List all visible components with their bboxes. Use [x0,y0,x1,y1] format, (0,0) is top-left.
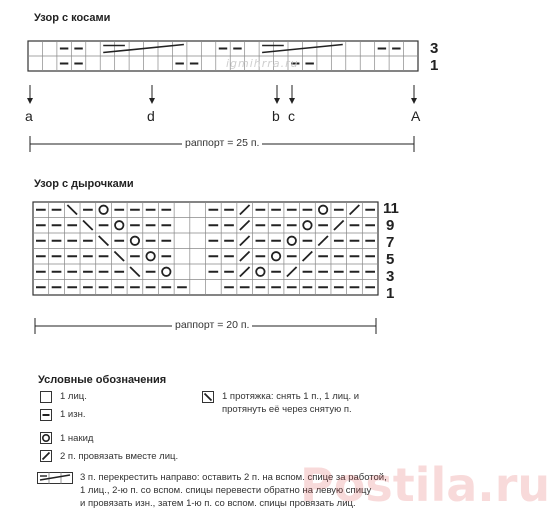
slash-square-icon [40,450,52,462]
backslash-square-icon [202,391,214,403]
legend-label: 2 п. провязать вместе лиц. [60,451,179,462]
legend-label: 1 лиц. [60,391,87,402]
legend-title: Условные обозначения [38,374,167,386]
legend-label: 1 протяжка: снять 1 п., 1 лиц. и [222,391,360,402]
row-number: 3 [386,268,395,285]
row-number: 3 [430,40,439,57]
empty-square-icon [40,391,52,403]
pattern1-title: Узор с косами [34,12,111,24]
row-number: 7 [386,234,395,251]
legend-label: и провязать изн., затем 1-ю п. со вспом. спицы провязать лиц. [80,498,356,509]
legend-label: 1 накид [60,433,94,444]
marker-label: a [25,108,33,124]
row-number: 1 [430,57,439,74]
row-number: 5 [386,251,395,268]
marker-label: c [288,108,295,124]
repeat-label: раппорт = 20 п. [172,319,252,331]
watermark-bottom: Postila.ru [300,458,550,512]
row-number: 9 [386,217,395,234]
legend-label: протянуть её через снятую п. [222,404,352,415]
row-number: 1 [386,285,395,302]
marker-label: A [411,108,421,124]
legend-label: 1 изн. [60,409,86,420]
cable-cross-icon [37,472,73,484]
pattern2-title: Узор с дырочками [34,178,134,190]
row-number: 11 [383,200,399,217]
marker-label: d [147,108,155,124]
circle-square-icon [40,432,52,444]
marker-label: b [272,108,280,124]
dash-square-icon [40,409,52,421]
legend-label: 1 лиц., 2-ю п. со вспом. спицы перевести обратно на левую спицу [80,485,372,496]
legend-label: 3 п. перекрестить направо: оставить 2 п. на вспом. спице за работой, [80,472,387,483]
repeat-label: раппорт = 25 п. [182,137,262,149]
watermark-top: igmihrra.ru [226,57,299,70]
